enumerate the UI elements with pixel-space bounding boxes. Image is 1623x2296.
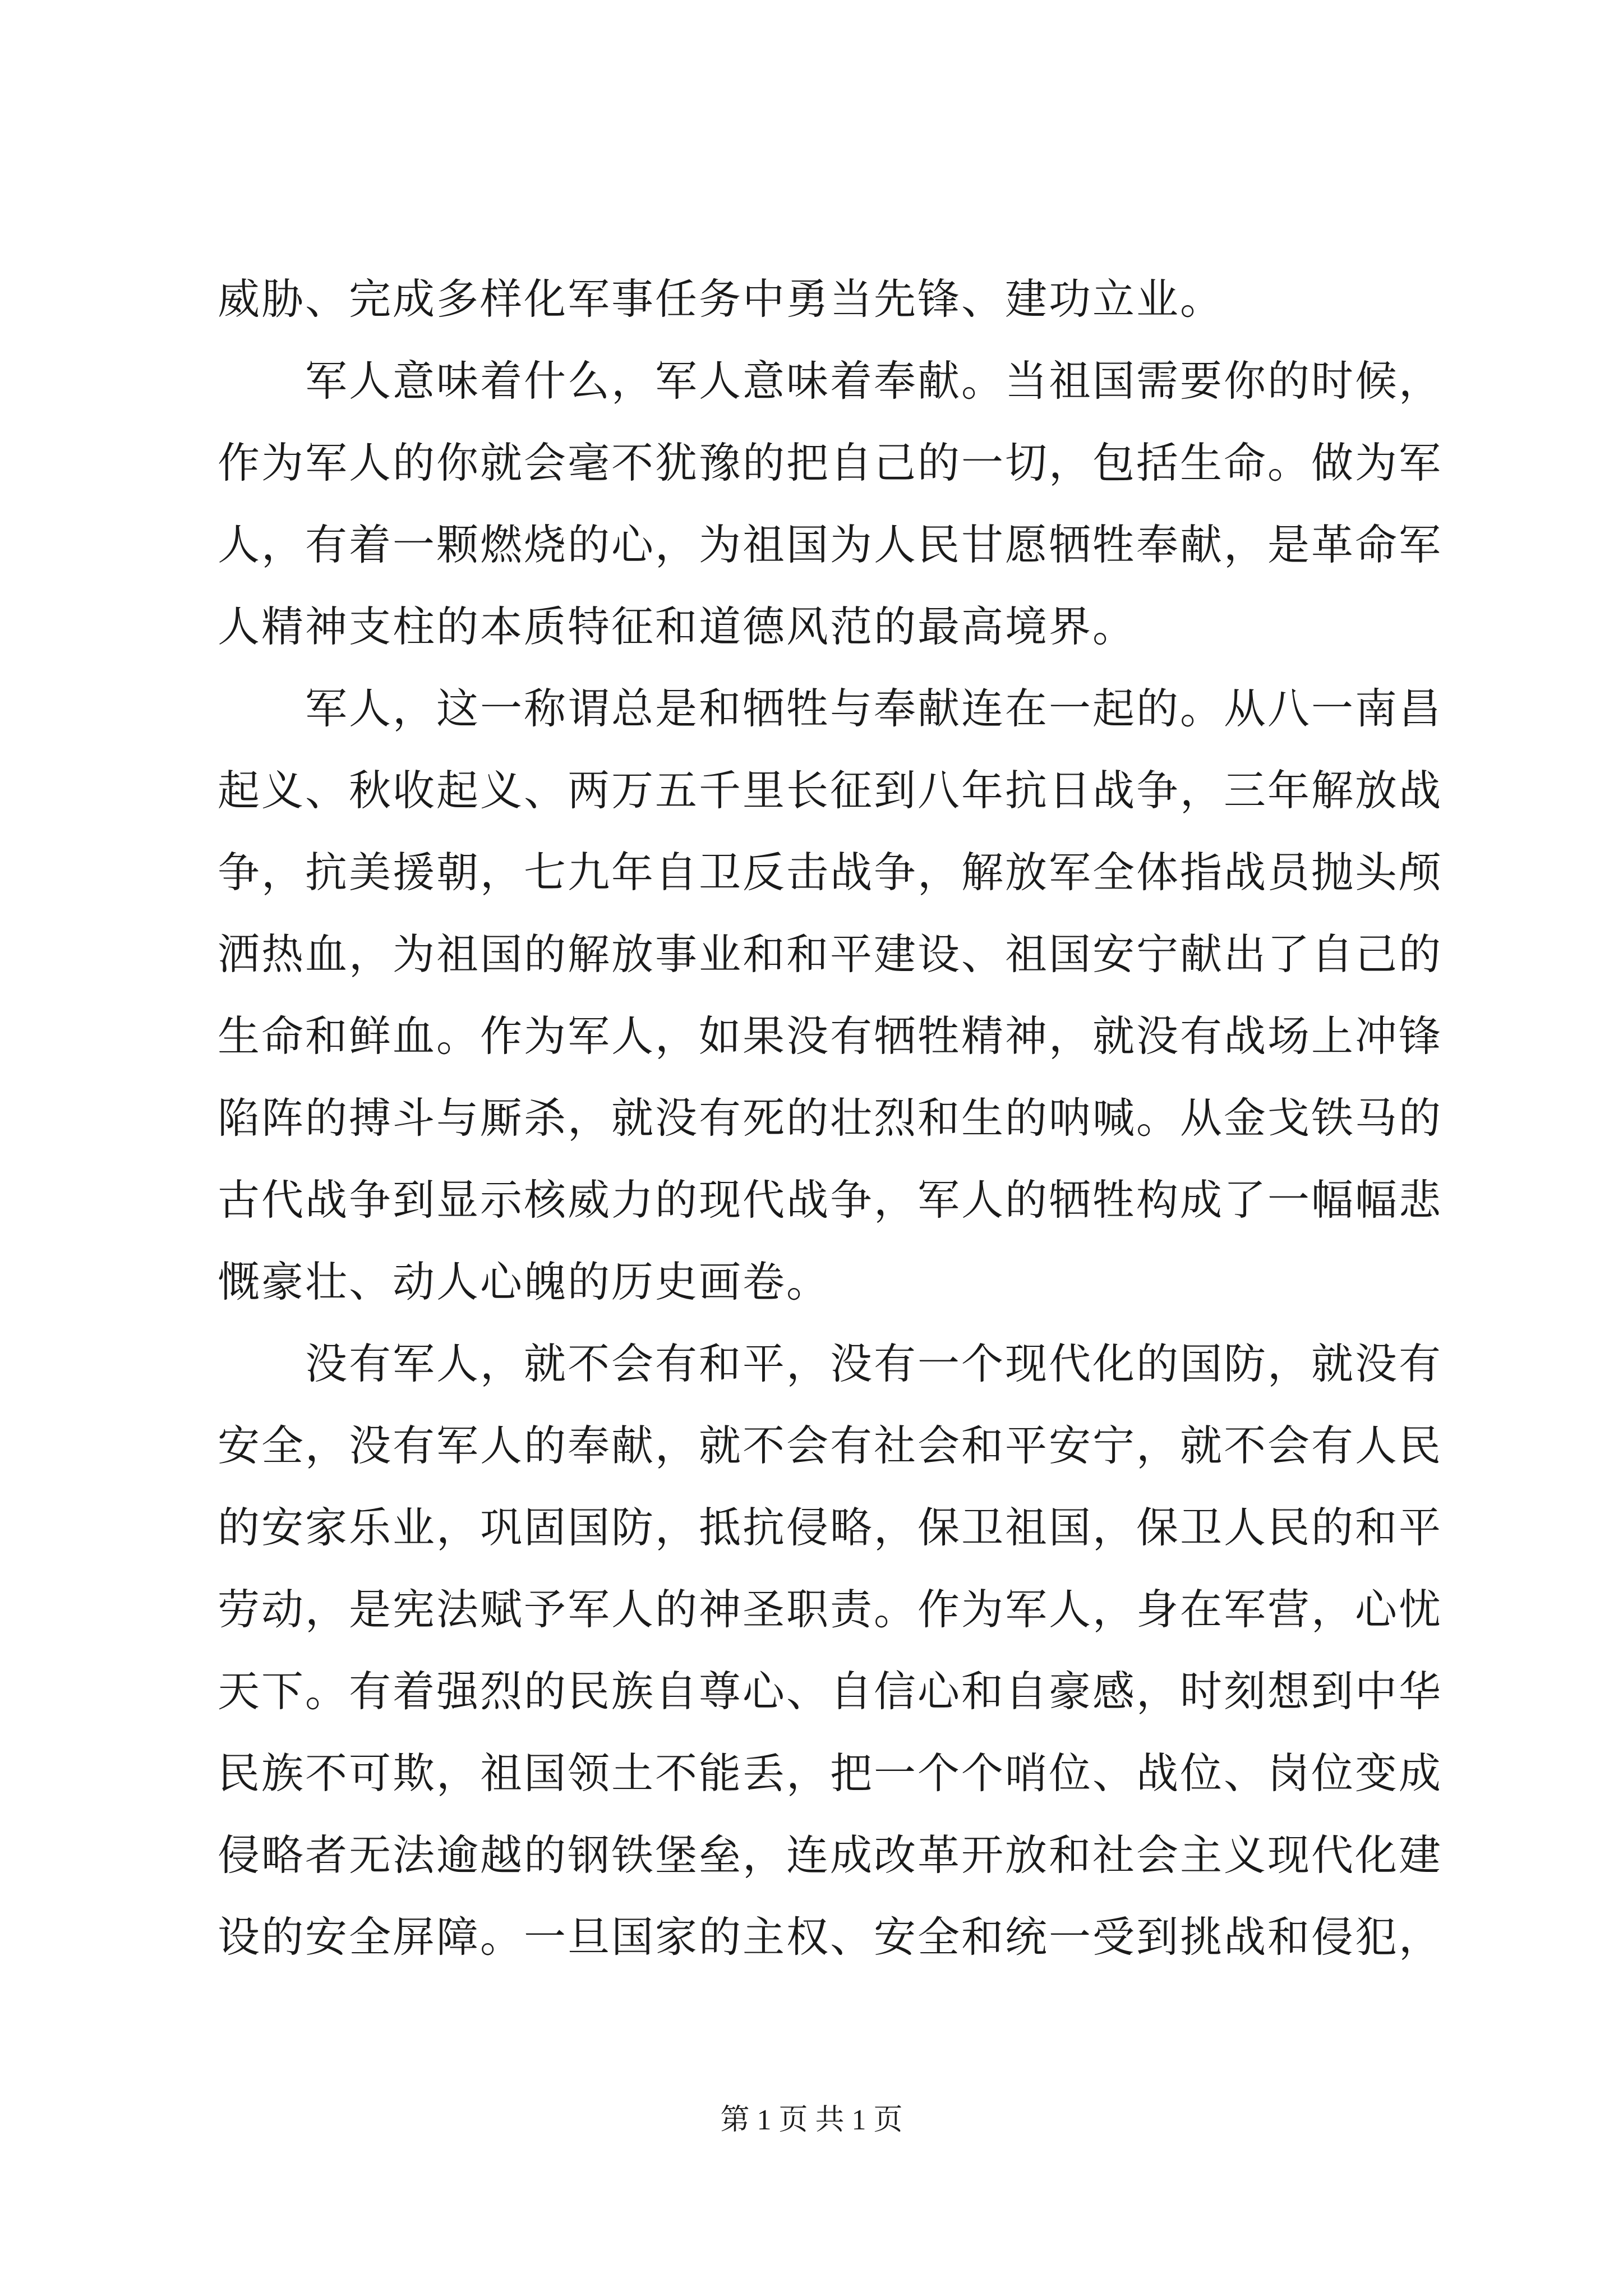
body-line: 洒热血，为祖国的解放事业和和平建设、祖国安宁献出了自己的	[218, 930, 1443, 979]
body-line: 人精神支柱的本质特征和道德风范的最高境界。	[218, 602, 1137, 651]
body-line: 侵略者无法逾越的钢铁堡垒，连成改革开放和社会主义现代化建	[218, 1830, 1443, 1880]
body-line: 劳动，是宪法赋予军人的神圣职责。作为军人，身在军营，心忧	[218, 1585, 1443, 1634]
body-line: 慨豪壮、动人心魄的历史画卷。	[218, 1257, 831, 1306]
body-line: 作为军人的你就会毫不犹豫的把自己的一切，包括生命。做为军	[218, 438, 1443, 487]
body-line: 陷阵的搏斗与厮杀，就没有死的壮烈和生的呐喊。从金戈铁马的	[218, 1093, 1443, 1143]
paragraph-first-line: 军人意味着什么，军人意味着奉献。当祖国需要你的时候，	[305, 356, 1443, 406]
body-line: 威胁、完成多样化军事任务中勇当先锋、建功立业。	[218, 274, 1224, 324]
paragraph-first-line: 没有军人，就不会有和平，没有一个现代化的国防，就没有	[305, 1339, 1443, 1388]
paragraph-first-line: 军人，这一称谓总是和牺牲与奉献连在一起的。从八一南昌	[305, 684, 1443, 733]
body-line: 古代战争到显示核威力的现代战争，军人的牺牲构成了一幅幅悲	[218, 1175, 1443, 1225]
body-line: 安全，没有军人的奉献，就不会有社会和平安宁，就不会有人民	[218, 1421, 1443, 1470]
body-line: 设的安全屏障。一旦国家的主权、安全和统一受到挑战和侵犯，	[218, 1912, 1443, 1962]
document-body	[218, 258, 1443, 1978]
body-line: 人，有着一颗燃烧的心，为祖国为人民甘愿牺牲奉献，是革命军	[218, 520, 1443, 569]
body-line: 争，抗美援朝，七九年自卫反击战争，解放军全体指战员抛头颅	[218, 848, 1443, 897]
body-line: 民族不可欺，祖国领土不能丢，把一个个哨位、战位、岗位变成	[218, 1749, 1443, 1798]
body-line: 天下。有着强烈的民族自尊心、自信心和自豪感，时刻想到中华	[218, 1667, 1443, 1716]
body-line: 的安家乐业，巩固国防，抵抗侵略，保卫祖国，保卫人民的和平	[218, 1503, 1443, 1552]
body-line: 起义、秋收起义、两万五千里长征到八年抗日战争，三年解放战	[218, 766, 1443, 815]
page-footer	[0, 2101, 1623, 2140]
body-line: 生命和鲜血。作为军人，如果没有牺牲精神，就没有战场上冲锋	[218, 1011, 1443, 1061]
page-number-label: 第 1 页 共 1 页	[720, 2104, 903, 2136]
